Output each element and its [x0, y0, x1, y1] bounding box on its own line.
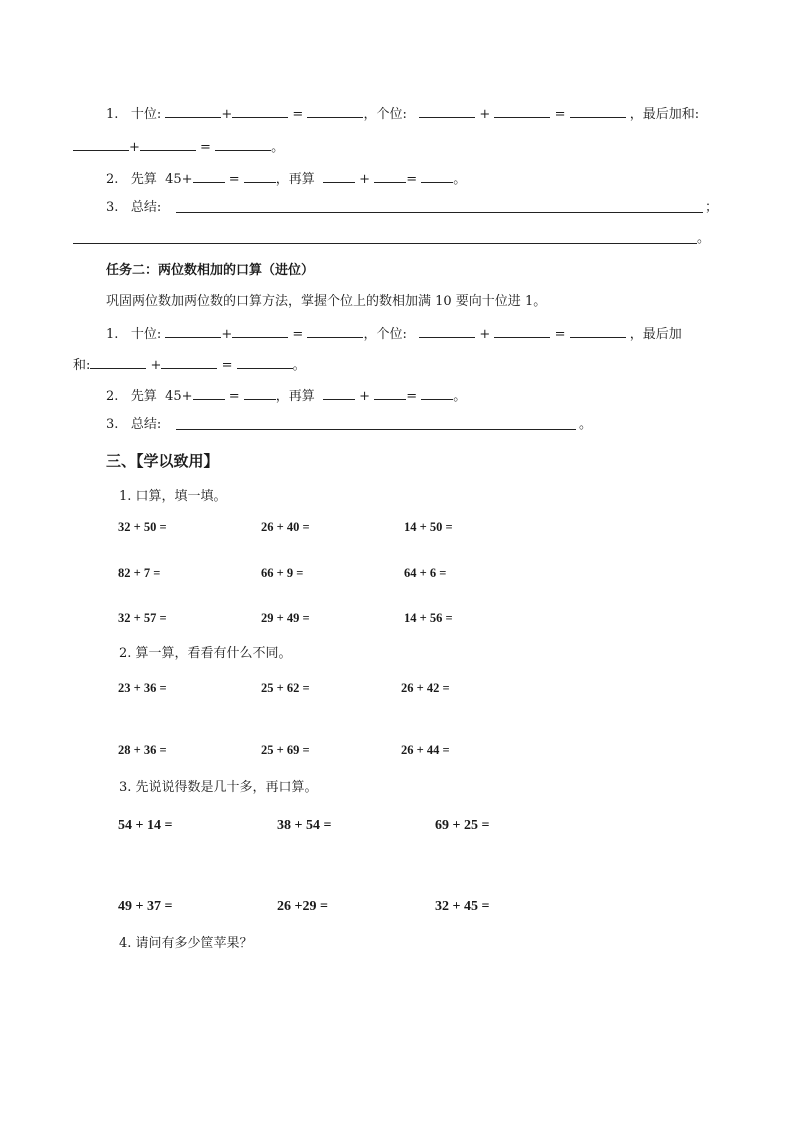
answer-blank[interactable] — [419, 323, 475, 338]
plus-sign: + — [359, 389, 371, 404]
equals-sign: = — [554, 327, 566, 342]
answer-blank[interactable] — [494, 323, 550, 338]
operand: 45 — [165, 389, 182, 404]
final-sum-label-cont: 和: — [73, 358, 91, 373]
answer-blank[interactable] — [307, 103, 363, 118]
q2-problem: 25 + 62 = — [261, 681, 310, 695]
answer-blank[interactable] — [323, 168, 355, 183]
plus-sign: + — [479, 327, 491, 342]
q1-problem: 26 + 40 = — [261, 520, 310, 534]
answer-blank[interactable] — [570, 323, 626, 338]
answer-blank[interactable] — [419, 103, 475, 118]
final-sum-label: ，最后加 — [629, 327, 682, 342]
q1-problem: 82 + 7 = — [118, 566, 161, 580]
equals-sign: = — [228, 172, 240, 187]
q3-problem: 49 + 37 = — [118, 899, 173, 914]
plus-sign: + — [359, 172, 371, 187]
t2-line1 — [106, 323, 682, 344]
answer-blank[interactable] — [323, 385, 355, 400]
section-heading: 三、【学以致用】 — [106, 452, 219, 470]
answer-blank[interactable] — [421, 385, 453, 400]
q2-problem: 26 + 42 = — [401, 681, 450, 695]
q2-title: 2. 算一算，看看有什么不同。 — [119, 646, 292, 661]
answer-blank[interactable] — [232, 103, 288, 118]
answer-blank[interactable] — [494, 103, 550, 118]
ones-label: ，个位: — [363, 327, 407, 342]
answer-blank[interactable] — [232, 323, 288, 338]
q1-problem: 14 + 56 = — [404, 611, 453, 625]
tens-label: 十位: — [130, 327, 162, 342]
answer-blank[interactable] — [165, 323, 221, 338]
item-number: 1. — [106, 107, 119, 122]
answer-blank[interactable] — [215, 136, 271, 151]
equals-sign: = — [406, 389, 418, 404]
ones-label: ，个位: — [363, 107, 407, 122]
answer-blank[interactable] — [140, 136, 196, 151]
period: 。 — [697, 231, 711, 246]
answer-blank[interactable] — [307, 323, 363, 338]
task2-title: 任务二：两位数相加的口算（进位） — [106, 263, 315, 278]
period: 。 — [579, 417, 593, 432]
plus-sign: + — [479, 107, 491, 122]
plus-sign: + — [129, 140, 140, 155]
item-number: 3. — [106, 200, 119, 215]
answer-blank[interactable] — [244, 385, 276, 400]
q3-problem: 54 + 14 = — [118, 818, 173, 833]
period: 。 — [453, 389, 467, 404]
answer-blank[interactable] — [165, 103, 221, 118]
equals-sign: = — [406, 172, 418, 187]
q1-problem: 64 + 6 = — [404, 566, 447, 580]
plus-sign: + — [181, 389, 193, 404]
answer-blank[interactable] — [374, 168, 406, 183]
p1-line1b — [73, 136, 284, 157]
equals-sign: = — [200, 140, 211, 155]
summary-label: 总结: — [130, 417, 162, 432]
p1-line1 — [106, 103, 699, 124]
answer-blank[interactable] — [421, 168, 453, 183]
task2-description: 巩固两位数加两位数的口算方法，掌握个位上的数相加满 10 要向十位进 1。 — [106, 294, 547, 309]
t2-line3 — [106, 416, 161, 434]
q1-problem: 32 + 57 = — [118, 611, 167, 625]
answer-blank[interactable] — [244, 168, 276, 183]
q2-problem: 26 + 44 = — [401, 743, 450, 757]
q3-problem: 38 + 54 = — [277, 818, 332, 833]
item-number: 3. — [106, 417, 119, 432]
final-sum-label: ，最后加和: — [629, 107, 700, 122]
equals-sign: = — [292, 327, 304, 342]
answer-blank[interactable] — [374, 385, 406, 400]
t2-line2 — [106, 385, 466, 406]
q1-problem: 29 + 49 = — [261, 611, 310, 625]
equals-sign: = — [221, 358, 233, 373]
plus-sign: + — [221, 107, 233, 122]
period: 。 — [292, 358, 306, 373]
p1-line2 — [106, 168, 466, 189]
answer-blank[interactable] — [237, 354, 293, 369]
q2-problem: 23 + 36 = — [118, 681, 167, 695]
answer-blank[interactable] — [193, 385, 225, 400]
p1-line3 — [106, 199, 161, 217]
semicolon: ； — [705, 200, 719, 215]
answer-blank[interactable] — [73, 136, 129, 151]
equals-sign: = — [228, 389, 240, 404]
q1-problem: 66 + 9 = — [261, 566, 304, 580]
plus-sign: + — [221, 327, 233, 342]
summary-label: 总结: — [130, 200, 162, 215]
q1-problem: 14 + 50 = — [404, 520, 453, 534]
q1-problem: 32 + 50 = — [118, 520, 167, 534]
item-number: 2. — [106, 389, 119, 404]
first-calc-label: 先算 — [130, 389, 157, 404]
equals-sign: = — [292, 107, 304, 122]
plus-sign: + — [181, 172, 193, 187]
q3-problem: 69 + 25 = — [435, 818, 490, 833]
equals-sign: = — [554, 107, 566, 122]
answer-blank[interactable] — [193, 168, 225, 183]
q3-problem: 32 + 45 = — [435, 899, 490, 914]
answer-blank[interactable] — [570, 103, 626, 118]
t2-line1b — [73, 354, 306, 375]
answer-blank[interactable] — [161, 354, 217, 369]
item-number: 1. — [106, 327, 119, 342]
then-calc-label: ，再算 — [275, 172, 315, 187]
q3-title: 3. 先说说得数是几十多，再口算。 — [119, 780, 318, 795]
summary-blank[interactable] — [176, 429, 576, 430]
answer-blank[interactable] — [90, 354, 146, 369]
first-calc-label: 先算 — [130, 172, 157, 187]
item-number: 2. — [106, 172, 119, 187]
tens-label: 十位: — [130, 107, 162, 122]
plus-sign: + — [150, 358, 162, 373]
q2-problem: 25 + 69 = — [261, 743, 310, 757]
operand: 45 — [165, 172, 182, 187]
period: 。 — [271, 140, 285, 155]
summary-blank[interactable] — [176, 212, 703, 213]
q4-title: 4. 请问有多少筐苹果？ — [119, 936, 253, 951]
summary-blank[interactable] — [73, 243, 697, 244]
q2-problem: 28 + 36 = — [118, 743, 167, 757]
q1-title: 1. 口算，填一填。 — [119, 489, 227, 504]
then-calc-label: ，再算 — [275, 389, 315, 404]
period: 。 — [453, 172, 467, 187]
q3-problem: 26 +29 = — [277, 899, 328, 914]
